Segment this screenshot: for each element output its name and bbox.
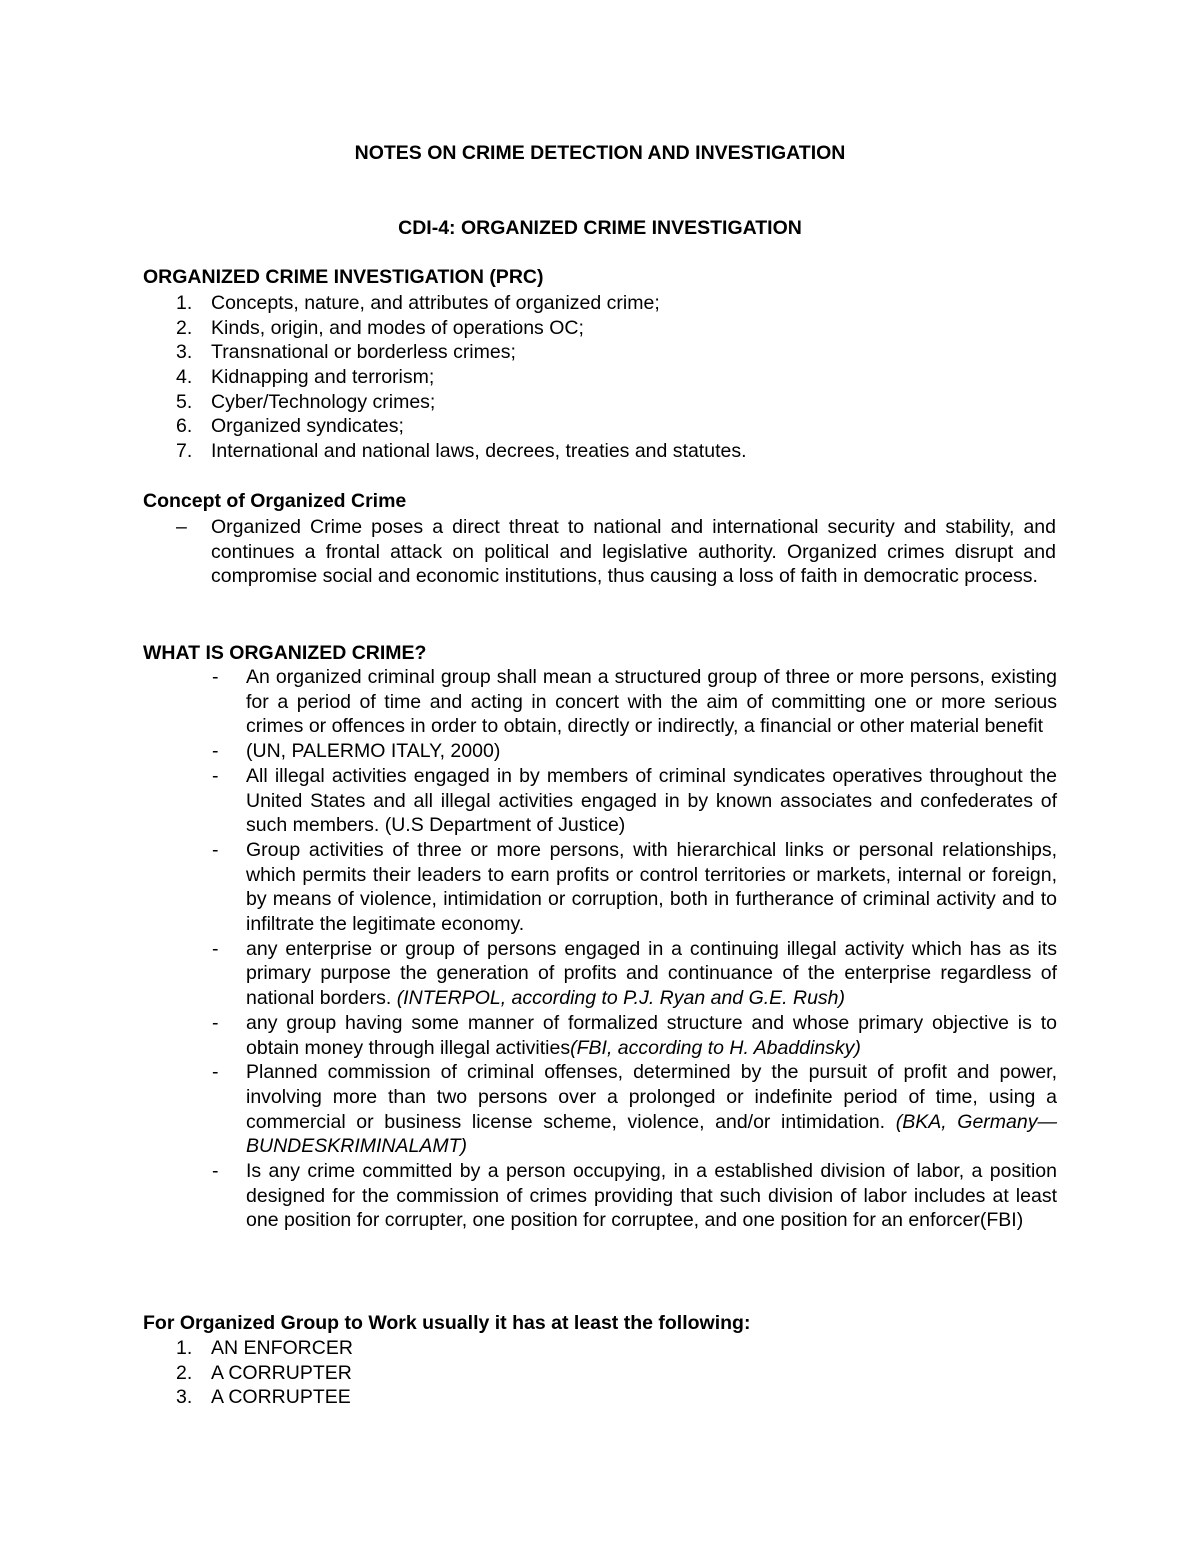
list-item bbox=[212, 665, 1057, 739]
concept-list bbox=[176, 515, 1056, 589]
definition-text: Group activities of three or more persons, with hierarchical links or personal relationships, which permits their leaders to earn profits or control territories or markets, internal or foreign, by means of violence, intimidation or corruption, both in furtherance of criminal activity and to infiltrate the legitimate economy. bbox=[246, 838, 1057, 936]
definition-text: any enterprise or group of persons engaged in a continuing illegal activity which has as its primary purpose the generation of profits and continuance of the enterprise regardless of national borders. bbox=[246, 937, 1057, 1010]
definition-text: An organized criminal group shall mean a structured group of three or more persons, existing for a period of time and acting in concert with the aim of committing one or more serious crimes or offences in order to obtain, directly or indirectly, a financial or other material benefit bbox=[246, 666, 1057, 738]
bullet-dash: – bbox=[176, 516, 187, 538]
document-subtitle: CDI-4: ORGANIZED CRIME INVESTIGATION bbox=[398, 217, 802, 239]
list-number: 5. bbox=[176, 390, 193, 413]
definition-source: (FBI, according to H. Abaddinsky) bbox=[570, 1036, 861, 1059]
bullet-dash: - bbox=[212, 1160, 219, 1183]
group-role-list bbox=[143, 1336, 1063, 1410]
list-item bbox=[143, 439, 1063, 464]
list-number: 4. bbox=[176, 366, 193, 389]
definition-text: any group having some manner of formalized structure and whose primary objective is to obtain money through illegal activities bbox=[246, 1011, 1057, 1059]
bullet-dash: - bbox=[212, 1011, 219, 1034]
bullet-dash: - bbox=[212, 764, 219, 787]
bullet-dash: - bbox=[212, 666, 219, 688]
list-item bbox=[143, 316, 1063, 341]
list-item bbox=[176, 515, 1056, 589]
definition-text: Is any crime committed by a person occupying, in a established division of labor, a position designed for the commission of crimes providing that such division of labor includes at least one position for corrupter, one position for corruptee, and one position for an enforcer(FBI) bbox=[246, 1160, 1057, 1232]
list-item-text: AN ENFORCER bbox=[211, 1337, 353, 1359]
list-item-text: A CORRUPTEE bbox=[211, 1386, 351, 1409]
list-item bbox=[143, 1336, 1063, 1361]
list-number: 2. bbox=[176, 1361, 193, 1384]
list-item bbox=[143, 291, 1063, 316]
list-item bbox=[212, 1060, 1057, 1159]
list-item bbox=[143, 390, 1063, 415]
group-section-heading: For Organized Group to Work usually it has at least the following: bbox=[143, 1312, 751, 1334]
list-number: 1. bbox=[176, 292, 193, 314]
list-item-text: Transnational or borderless crimes; bbox=[211, 341, 516, 364]
list-item-text: Kidnapping and terrorism; bbox=[211, 366, 435, 389]
definition-text: All illegal activities engaged in by members of criminal syndicates operatives throughout the United States and all illegal activities engaged in by known associates and confederates of such members. (U.S Department of Justice) bbox=[246, 764, 1057, 837]
list-number: 6. bbox=[176, 415, 193, 438]
what-section-heading: WHAT IS ORGANIZED CRIME? bbox=[143, 642, 427, 664]
definition-source: (INTERPOL, according to P.J. Ryan and G.E. Rush) bbox=[396, 987, 846, 1010]
bullet-dash: - bbox=[212, 1061, 219, 1084]
definition-text: (UN, PALERMO ITALY, 2000) bbox=[246, 740, 501, 763]
definition-source: (BKA, Germany—BUNDESKRIMINALAMT) bbox=[246, 1110, 1057, 1158]
definition-list bbox=[212, 665, 1057, 1233]
list-number: 3. bbox=[176, 341, 193, 364]
prc-section-heading: ORGANIZED CRIME INVESTIGATION (PRC) bbox=[143, 266, 544, 288]
list-item bbox=[143, 365, 1063, 390]
list-item-text: Concepts, nature, and attributes of organized crime; bbox=[211, 292, 660, 314]
list-number: 2. bbox=[176, 316, 193, 339]
list-item-text: Kinds, origin, and modes of operations OC; bbox=[211, 316, 584, 339]
bullet-dash: - bbox=[212, 937, 219, 960]
list-item bbox=[212, 1011, 1057, 1060]
document-title: NOTES ON CRIME DETECTION AND INVESTIGATION bbox=[354, 142, 846, 164]
list-number: 3. bbox=[176, 1386, 193, 1409]
list-item bbox=[212, 739, 1057, 764]
list-item-text: Cyber/Technology crimes; bbox=[211, 390, 436, 413]
list-item bbox=[212, 937, 1057, 1011]
list-number: 1. bbox=[176, 1337, 193, 1359]
list-item-text: International and national laws, decrees, treaties and statutes. bbox=[211, 440, 747, 463]
list-item bbox=[212, 764, 1057, 838]
list-item bbox=[143, 1361, 1063, 1386]
list-item-text: A CORRUPTER bbox=[211, 1361, 352, 1384]
list-item-text: Organized Crime poses a direct threat to national and international security and stability, and continues a frontal attack on political and legislative authority. Organized crimes disrupt and compromise social and economic institutions, thus causing a loss of faith in democratic process. bbox=[211, 516, 1056, 588]
list-item bbox=[212, 838, 1057, 937]
list-number: 7. bbox=[176, 440, 193, 463]
list-item bbox=[143, 340, 1063, 365]
list-item bbox=[212, 1159, 1057, 1233]
definition-text: Planned commission of criminal offenses, determined by the pursuit of profit and power, involving more than two persons over a prolonged or indefinite period of time, using a commercial or business license scheme, violence, and/or intimidation. bbox=[246, 1061, 1057, 1133]
prc-topic-list bbox=[143, 291, 1063, 464]
concept-section-heading: Concept of Organized Crime bbox=[143, 490, 407, 512]
bullet-dash: - bbox=[212, 740, 219, 763]
list-item bbox=[143, 414, 1063, 439]
list-item bbox=[143, 1385, 1063, 1410]
list-item-text: Organized syndicates; bbox=[211, 415, 404, 438]
bullet-dash: - bbox=[212, 838, 219, 861]
